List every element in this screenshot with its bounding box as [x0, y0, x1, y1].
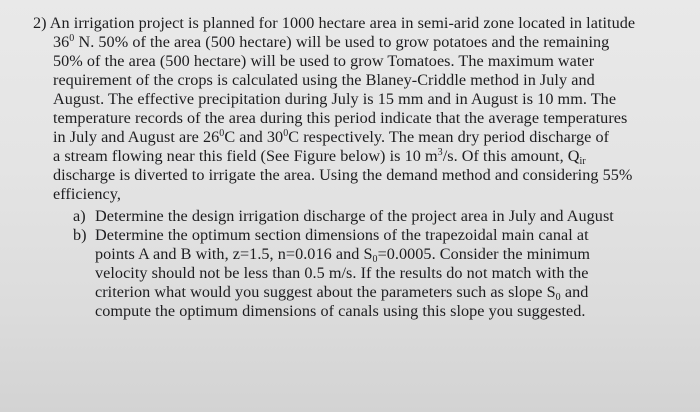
problem-text: /s. Of this amount, Q [442, 147, 580, 165]
part-text: velocity should not be less than 0.5 m/s. If the results do not match with the [95, 264, 589, 282]
part-a [73, 207, 614, 225]
part-text: Determine the design irrigation discharge of the project area in July and August [95, 207, 614, 225]
part-text: points A and B with, z=1.5, n=0.016 and S [95, 245, 373, 263]
part-b-line-4 [95, 283, 588, 301]
problem-line-6 [53, 109, 627, 127]
problem-text: discharge is diverted to irrigate the area. Using the demand method and considering 55% [53, 166, 633, 184]
part-b-line-1 [73, 226, 589, 244]
part-b-line-2 [95, 245, 590, 263]
part-text: =0.0005. Consider the minimum [377, 245, 591, 263]
problem-text: temperature records of the area during this period indicate that the average temperatures [53, 109, 628, 127]
part-text: Determine the optimum section dimensions of the trapezoidal main canal at [95, 226, 589, 244]
problem-number: 2) [33, 14, 47, 32]
part-label: a) [73, 207, 86, 225]
part-text: criterion what would you suggest about the parameters such as slope S [95, 283, 556, 301]
problem-line-7 [53, 128, 609, 146]
problem-text: a stream flowing near this field (See Figure below) is 10 m [53, 147, 438, 165]
problem-text: efficiency, [53, 185, 121, 203]
degree-symbol: 0 [219, 128, 225, 139]
temps-unit: C [288, 128, 300, 146]
problem-line-10 [53, 185, 121, 203]
problem-text: N. 50% of the area (500 hectare) will be used to grow potatoes and the remaining [78, 33, 610, 51]
problem-line-5 [53, 90, 616, 108]
part-b-line-5 [95, 302, 586, 320]
temps-mid: C and 30 [224, 128, 284, 146]
s-subscript: 0 [372, 254, 378, 265]
problem-line-3 [53, 52, 594, 70]
problem-line-9 [53, 166, 632, 184]
problem-line-2 [53, 33, 609, 51]
part-text: and [564, 283, 589, 301]
part-b-line-3 [95, 264, 589, 282]
problem-line-4 [53, 71, 595, 89]
problem-line-1 [33, 14, 635, 32]
problem-line-8 [53, 147, 586, 165]
degree-symbol: 0 [283, 128, 289, 139]
problem-text: August. The effective precipitation during July is 15 mm and in August is 10 mm. The [53, 90, 617, 108]
cubic-superscript: 3 [437, 147, 443, 158]
q-subscript: ir [579, 156, 586, 167]
part-label: b) [73, 226, 87, 244]
problem-text: respectively. The mean dry period discharge of [303, 128, 610, 146]
latitude-value: 36 [53, 33, 70, 51]
problem-text: 50% of the area (500 hectare) will be used to grow Tomatoes. The maximum water [53, 52, 595, 70]
temps-prefix: in July and August are 26 [53, 128, 220, 146]
problem-text: An irrigation project is planned for 1000 hectare area in semi-arid zone located in latitude [49, 14, 636, 32]
part-text: compute the optimum dimensions of canals using this slope you suggested. [95, 302, 586, 320]
problem-text: requirement of the crops is calculated using the Blaney-Criddle method in July and [53, 71, 595, 89]
s-subscript: 0 [555, 292, 561, 303]
degree-symbol: 0 [69, 33, 75, 44]
